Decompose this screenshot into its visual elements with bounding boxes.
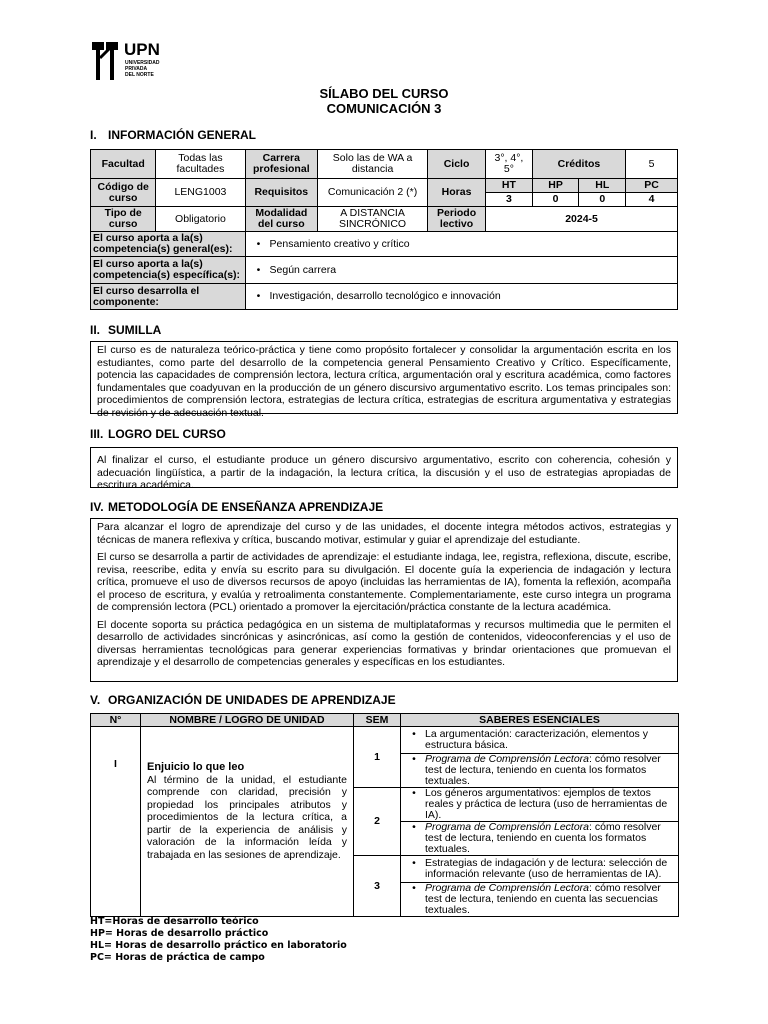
pc-value: 4 [626, 193, 678, 207]
section-3-heading: III. LOGRO DEL CURSO [90, 427, 226, 441]
hl-label: HL [579, 179, 626, 193]
sem-2: 2 [354, 788, 401, 856]
creditos-label: Créditos [532, 150, 625, 179]
periodo-label: Periodo lectivo [428, 207, 486, 232]
info-table [90, 149, 678, 310]
course-title: COMUNICACIÓN 3 [326, 101, 442, 116]
unit-logro: Al término de la unidad, el estudiante comprende con claridad, precisión y propiedad los principales atributos y procedimientos de la lectura crítica, a partir de la experiencia de análisis y valoración de la información leída y trabajada en las sesiones de aprendizaje. [147, 773, 347, 861]
codigo-label: Código de curso [91, 179, 156, 207]
creditos-value: 5 [626, 150, 678, 179]
carrera-value: Solo las de WA a distancia [318, 150, 428, 179]
section-2-heading: II. SUMILLA [90, 323, 162, 337]
comp-general-value: • Pensamiento creativo y crítico [245, 232, 677, 257]
upn-logo [90, 40, 162, 82]
comp-especifica-label: El curso aporta a la(s) competencia(s) específica(s): [91, 257, 246, 284]
codigo-value: LENG1003 [156, 179, 245, 207]
horas-label: Horas [428, 179, 486, 207]
modalidad-value: A DISTANCIA SINCRÓNICO [318, 207, 428, 232]
logro-box [90, 447, 678, 491]
tipo-value: Obligatorio [156, 207, 245, 232]
units-header-saberes: SABERES ESENCIALES [401, 714, 679, 727]
sem-1: 1 [354, 727, 401, 788]
ciclo-value: 3°, 4°, 5° [486, 150, 533, 179]
units-header-sem: SEM [354, 714, 401, 727]
footnote-pc: PC= Horas de práctica de campo [90, 952, 265, 963]
units-table [90, 713, 679, 917]
saber-3a: • Estrategias de indagación y de lectura: selección de información relevante (uso de herramientas de IA). [401, 856, 679, 883]
logro-text: Al finalizar el curso, el estudiante produce un género discursivo argumentativo, escrito con coherencia, cohesión y adecuación lingüística, a partir de la indagación, la lectura crítica, la discusión y el uso de estrategias apropiadas de escritura académica. [97, 454, 671, 491]
saber-2a: • Los géneros argumentativos: ejemplos de textos reales y práctica de lectura (uso de herramientas de IA). [401, 788, 679, 822]
section-4-heading: IV. METODOLOGÍA DE ENSEÑANZA APRENDIZAJE [90, 500, 384, 514]
sumilla-box [90, 341, 678, 419]
componente-value: • Investigación, desarrollo tecnológico e innovación [245, 284, 677, 310]
facultad-value: Todas las facultades [156, 150, 245, 179]
ht-label: HT [486, 179, 533, 193]
hp-label: HP [532, 179, 579, 193]
logo-brand: UPN [124, 40, 160, 59]
comp-especifica-value: • Según carrera [245, 257, 677, 284]
saber-3b: • Programa de Comprensión Lectora: cómo resolver test de lectura, teniendo en cuenta las secuencias textuales. [401, 883, 679, 917]
requisitos-label: Requisitos [245, 179, 318, 207]
ht-value: 3 [486, 193, 533, 207]
saber-1a: • La argumentación: caracterización, elementos y estructura básica. [401, 727, 679, 754]
hl-value: 0 [579, 193, 626, 207]
tipo-label: Tipo de curso [91, 207, 156, 232]
carrera-label: Carrera profesional [245, 150, 318, 179]
periodo-value: 2024-5 [486, 207, 678, 232]
metodologia-p3: El docente soporta su práctica pedagógica en un sistema de multiplataformas y recursos multimedia que le permiten el desarrollo de actividades sincrónicas y asincrónicas, así como la gestión de contenidos, videoconferencias y el uso de diversas herramientas tecnológicas para generar experiencias formativas y brindar orientaciones que promuevan el aprendizaje y el desarrollo de competencias generales y específicas en los estudiantes. [97, 618, 671, 668]
componente-label: El curso desarrolla el componente: [91, 284, 246, 310]
units-header-n: N° [91, 714, 141, 727]
ciclo-label: Ciclo [428, 150, 486, 179]
logo-sub3: DEL NORTE [125, 72, 154, 78]
unit-number: I [91, 727, 141, 917]
logo-sub1: UNIVERSIDAD [125, 60, 160, 66]
saber-1b: • Programa de Comprensión Lectora: cómo resolver test de lectura, teniendo en cuenta los formatos textuales. [401, 754, 679, 788]
hp-value: 0 [532, 193, 579, 207]
logo-sub2: PRIVADA [125, 66, 148, 72]
comp-general-label: El curso aporta a la(s) competencia(s) general(es): [91, 232, 246, 257]
facultad-label: Facultad [91, 150, 156, 179]
metodologia-box [90, 518, 678, 682]
syllabus-title: SÍLABO DEL CURSO [319, 86, 449, 101]
unit-name: Enjuicio lo que leo [147, 761, 245, 773]
sem-3: 3 [354, 856, 401, 917]
modalidad-label: Modalidad del curso [245, 207, 318, 232]
metodologia-p2: El curso se desarrolla a partir de actividades de aprendizaje: el estudiante indaga, lee, registra, reflexiona, discute, escribe, revisa, reescribe, edita y envía su escrito para su divulgación. El docente guía la experiencia de indagación y lectura crítica, promueve el uso de diversos recursos de apoyo (incluidas las herramientas de IA), fomenta la reflexión, acompaña el proceso de escritura, y evalúa y retroalimenta constantemente. Complementariamente, este curso integra un programa de comprensión lectora (PCL) orientado a promover la ejercitación/práctica constante de la lectura académica. [97, 551, 671, 613]
section-1-heading: I. INFORMACIÓN GENERAL [90, 128, 256, 142]
footnotes [90, 916, 347, 964]
saber-2b: • Programa de Comprensión Lectora: cómo resolver test de lectura, teniendo en cuenta los formatos textuales. [401, 822, 679, 856]
pc-label: PC [626, 179, 678, 193]
sumilla-text: El curso es de naturaleza teórico-práctica y tiene como propósito fortalecer y consolidar la argumentación escrita en los estudiantes, como parte del desarrollo de la competencia general Pensamiento Creativo y Crítico. Específicamente, potencia las capacidades de comprensión lectora, lectura crítica, argumentación oral y escritura académica, como factores fundamentales que coadyuvan en la producción de un género discursivo argumentativo escrito. Los temas principales son: procedimientos de comprensión lectora, estrategias de lectura crítica, estrategias de escritura argumentativa y estrategias de revisión y de adecuación textual. [97, 344, 671, 419]
footnote-hp: HP= Horas de desarrollo práctico [90, 928, 269, 939]
footnote-hl: HL= Horas de desarrollo práctico en laboratorio [90, 940, 347, 951]
metodologia-p1: Para alcanzar el logro de aprendizaje del curso y de las unidades, el docente integra métodos activos, estrategias y técnicas de manera reflexiva y crítica, buscando motivar, estimular y guiar el aprendizaje del estudiante. [97, 521, 671, 546]
footnote-ht: HT=Horas de desarrollo teórico [90, 916, 259, 927]
section-5-heading: V. ORGANIZACIÓN DE UNIDADES DE APRENDIZAJE [90, 693, 396, 707]
unit-name-cell [141, 727, 354, 917]
requisitos-value: Comunicación 2 (*) [318, 179, 428, 207]
units-header-nombre: NOMBRE / LOGRO DE UNIDAD [141, 714, 354, 727]
